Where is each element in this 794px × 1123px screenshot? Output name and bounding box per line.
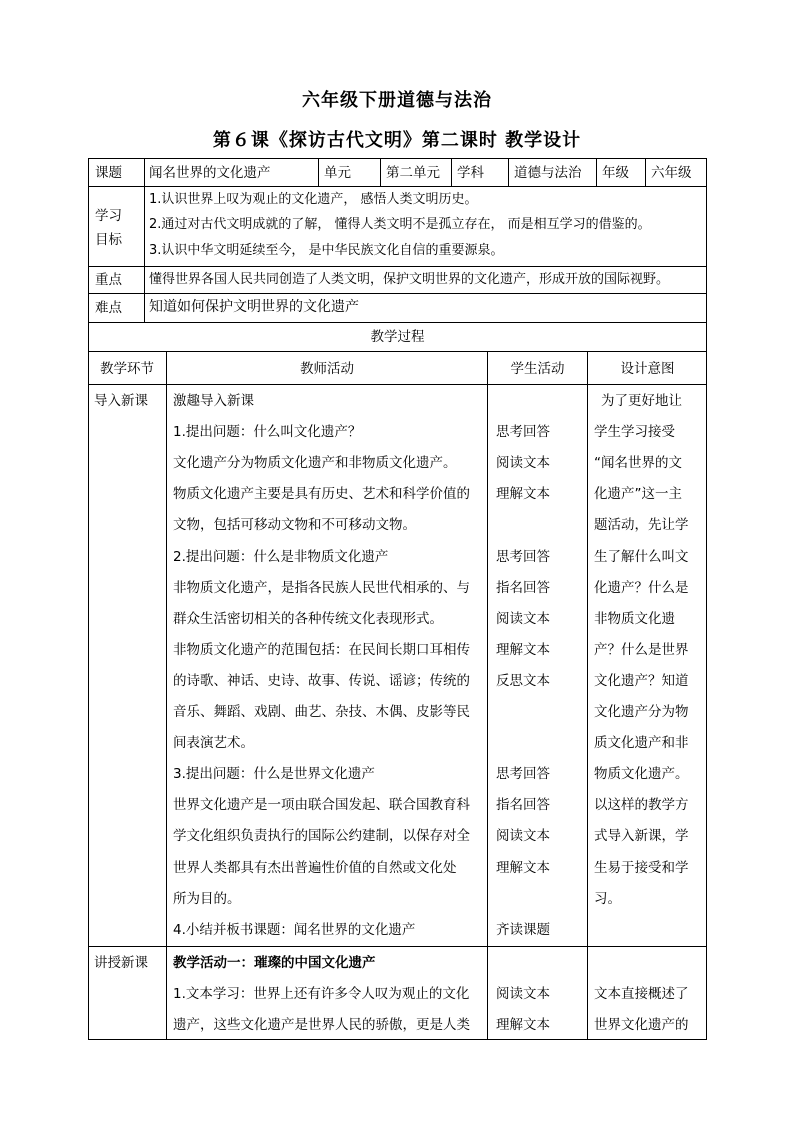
col-header-teacher: 教师活动	[300, 361, 354, 377]
teacher-activity-line: 2.提出问题：什么是非物质文化遗产	[173, 548, 389, 565]
teacher-activity-line: 4.小结并板书课题：闻名世界的文化遗产	[173, 921, 416, 938]
design-intent-line: “闻名世界的文	[594, 455, 682, 472]
difficulty-text: 知道如何保护文明世界的文化遗产	[149, 299, 359, 315]
student-activity-line: 理解文本	[496, 641, 550, 658]
design-intent-line: 文化遗产？知道	[594, 672, 689, 689]
topic-label: 课题	[95, 165, 122, 181]
goal-item-3: 3.认识中华文明延续至今， 是中华民族文化自信的重要源泉。	[149, 243, 504, 258]
design-intent-line: 化遗产”这一主	[594, 486, 682, 503]
teacher-activity-line: 激趣导入新课	[173, 393, 254, 409]
teacher-activity-line: 学文化组织负责执行的国际公约建制，以保存对全	[173, 828, 470, 845]
student-activity-line: 指名回答	[496, 797, 550, 814]
teacher-activity-line: 物质文化遗产主要是具有历史、艺术和科学价值的	[173, 486, 470, 503]
lesson-plan-table	[88, 158, 707, 1040]
teacher-activity-line: 世界文化遗产是一项由联合国发起、联合国教育科	[173, 797, 470, 814]
design-intent-line: 世界文化遗产的	[594, 1017, 689, 1034]
design-intent-line: 式导入新课，学	[594, 828, 689, 845]
col-header-intent: 设计意图	[620, 361, 675, 377]
unit-value: 第二单元	[386, 165, 440, 181]
student-activity-line: 理解文本	[496, 1017, 550, 1034]
design-intent-line: 非物质文化遗	[594, 610, 675, 627]
col-header-stage: 教学环节	[100, 361, 154, 377]
unit-label: 单元	[324, 165, 351, 181]
design-intent-line: 学生学习接受	[594, 424, 675, 441]
table-grid-lines	[88, 158, 707, 1040]
student-activity-line: 阅读文本	[496, 455, 550, 472]
design-intent-line: 题活动，先让学	[594, 517, 689, 534]
topic-value: 闻名世界的文化遗产	[149, 165, 271, 181]
stage-intro: 导入新课	[94, 393, 148, 409]
goals-label-line2: 目标	[95, 232, 122, 248]
student-activity-line: 齐读课题	[496, 921, 550, 938]
student-activity-line: 思考回答	[496, 424, 550, 441]
teacher-activity-line: 所为目的。	[173, 890, 241, 907]
student-activity-line: 思考回答	[496, 766, 550, 783]
design-intent-line: 文本直接概述了	[594, 986, 689, 1003]
teacher-activity-line: 1.提出问题：什么叫文化遗产？	[173, 424, 362, 441]
key-point-label: 重点	[95, 272, 122, 288]
student-activity-line: 阅读文本	[496, 610, 550, 627]
student-activity-line: 阅读文本	[496, 828, 550, 845]
goal-item-1: 1.认识世界上叹为观止的文化遗产， 感悟人类文明历史。	[149, 192, 478, 207]
subject-label: 学科	[457, 165, 484, 181]
lesson-subtitle: 第６课《探访古代文明》第二课时 教学设计	[212, 130, 582, 151]
teacher-activity-line: 非物质文化遗产的范围包括：在民间长期口耳相传	[173, 641, 470, 658]
teacher-activity-line: 的诗歌、神话、史诗、故事、传说、谣谚；传统的	[173, 672, 470, 689]
design-intent-line: 物质文化遗产。	[594, 766, 689, 783]
student-activity-line: 反思文本	[496, 672, 550, 689]
grade-value: 六年级	[651, 165, 692, 181]
teacher-activity-line: 文化遗产分为物质文化遗产和非物质文化遗产。	[173, 455, 457, 472]
key-point-text: 懂得世界各国人民共同创造了人类文明，保护文明世界的文化遗产，形成开放的国际视野。	[149, 272, 670, 287]
col-header-student: 学生活动	[510, 361, 565, 377]
student-activity-line: 理解文本	[496, 859, 550, 876]
design-intent-line: 习。	[594, 890, 621, 907]
design-intent-line: 质文化遗产和非	[594, 735, 689, 752]
student-activity-line: 思考回答	[496, 548, 550, 565]
difficulty-label: 难点	[95, 300, 122, 316]
teacher-activity-line: 1.文本学习：世界上还有许多令人叹为观止的文化	[173, 986, 470, 1003]
design-intent-line: 生易于接受和学	[594, 859, 689, 876]
design-intent-line: 文化遗产分为物	[594, 704, 689, 720]
teacher-activity-line: 教学活动一：璀璨的中国文化遗产	[173, 955, 376, 971]
process-title: 教学过程	[370, 329, 425, 345]
design-intent-line: 化遗产？什么是	[594, 579, 689, 596]
student-activity-line: 阅读文本	[496, 986, 550, 1003]
subject-value: 道德与法治	[514, 165, 582, 181]
teacher-activity-line: 遗产，这些文化遗产是世界人民的骄傲，更是人类	[173, 1017, 470, 1034]
design-intent-line: 生了解什么叫文	[594, 548, 689, 565]
goal-item-2: 2.通过对古代文明成就的了解， 懂得人类文明不是孤立存在， 而是相互学习的借鉴的。	[149, 217, 651, 232]
teacher-activity-line: 非物质文化遗产，是指各民族人民世代相承的、与	[173, 579, 470, 596]
document-title: 六年级下册道德与法治	[302, 90, 492, 111]
student-activity-line: 理解文本	[496, 486, 550, 503]
design-intent-line: 为了更好地让	[601, 393, 682, 409]
teacher-activity-line: 间表演艺术。	[173, 735, 254, 752]
teacher-activity-line: 音乐、舞蹈、戏剧、曲艺、杂技、木偶、皮影等民	[173, 704, 470, 720]
teacher-activity-line: 世界人类都具有杰出普遍性价值的自然或文化处	[173, 859, 457, 876]
design-intent-line: 以这样的教学方	[594, 797, 689, 814]
teacher-activity-line: 群众生活密切相关的各种传统文化表现形式。	[173, 610, 443, 627]
grade-label: 年级	[602, 165, 629, 181]
teacher-activity-line: 文物，包括可移动文物和不可移动文物。	[173, 517, 416, 534]
goals-label-line1: 学习	[95, 208, 122, 224]
design-intent-line: 产？什么是世界	[594, 641, 689, 658]
student-activity-line: 指名回答	[496, 579, 550, 596]
stage-new-lesson: 讲授新课	[94, 955, 148, 971]
teacher-activity-line: 3.提出问题：什么是世界文化遗产	[173, 766, 375, 783]
